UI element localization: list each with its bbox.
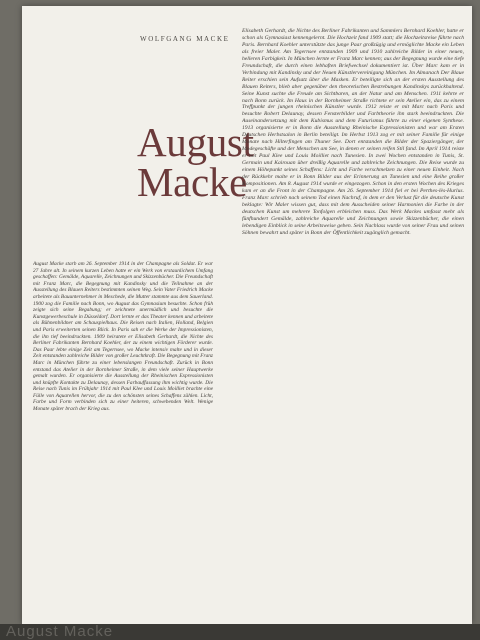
title-line-1: August bbox=[137, 119, 254, 165]
left-column-text: August Macke starb am 26. September 1914 in der Champagne als Soldat. Er war 27 Jahre alt. In seinem kurzen Leben hatte er ein Werk von erstaunlichem Umfang geschaffen: Gemälde, Aquarelle, Zeichnungen und Skizzenbücher. Die Freundschaft mit Franz Marc, die Begegnung mit Kandinsky und die Teilnahme an der Ausstellung des Blauen Reiters bestimmten seinen Weg. Sein Vater Friedrich Macke arbeitete als Bauunternehmer in Meschede, die Mutter stammte aus dem Sauerland. 1900 zog die Familie nach Bonn, wo August das Gymnasium besuchte. Schon früh zeigte sich seine Begabung; er zeichnete unermüdlich und besuchte die Kunstgewerbeschule in Düsseldorf. Dort lernte er das Theater kennen und arbeitete als Bühnenbildner am Schauspielhaus. Die Reisen nach Italien, Holland, Belgien und Paris erweiterten seinen Blick. In Paris sah er die Werke der Impressionisten, die ihn tief beeindruckten. 1909 heiratete er Elisabeth Gerhardt, die Nichte des Berliner Fabrikanten Bernhard Koehler, der zu einem wichtigen Förderer wurde. Das Paar lebte einige Zeit am Tegernsee, wo Macke intensiv malte und in dieser Zeit entstanden zahlreiche Bilder von großer Leuchtkraft. Die Begegnung mit Franz Marc in München führte zu einer lebenslangen Freundschaft. Zurück in Bonn entstand das Atelier in der Bornheimer Straße, in dem viele seiner Hauptwerke gemalt wurden. Er organisierte die Ausstellung der Rheinischen Expressionisten und knüpfte Kontakte zu Delaunay, dessen Farbauffassung ihm wichtig wurde. Die Reise nach Tunis im Frühjahr 1914 mit Paul Klee und Louis Moilliet brachte eine Fülle von Aquarellen hervor, die zu den schönsten seines Schaffens zählen. Licht, Farbe und Form verbinden sich zu einer heiteren, schwebenden Welt. Wenige Monate später brach der Krieg aus. bbox=[33, 261, 213, 413]
article-title bbox=[137, 119, 254, 205]
title-line-2: Macke bbox=[137, 159, 248, 205]
bottom-bleed-text: August Macke bbox=[6, 624, 114, 640]
left-text-column bbox=[33, 261, 213, 613]
running-head: WOLFGANG MACKE bbox=[140, 35, 230, 43]
right-column-text: Elisabeth Gerhardt, die Nichte des Berliner Fabrikanten und Sammlers Bernhard Koehler, hatte er schon als Gymnasiast kennengelernt. Die Hochzeit fand 1909 statt; die Hochzeitsreise führte nach Paris. Bernhard Koehler unterstützte das junge Paar großzügig und ermöglichte Macke ein Leben als freier Maler. Am Tegernsee entstanden 1909 und 1910 zahlreiche Bilder in einer neuen, helleren Farbigkeit. In München lernte er Franz Marc kennen; aus der Begegnung wurde eine tiefe Freundschaft, die durch einen lebhaften Briefwechsel dokumentiert ist. Über Marc kam er in Verbindung mit Kandinsky und der Neuen Künstlervereinigung München. Im Almanach Der Blaue Reiter erschien sein Aufsatz über die Masken. Er beteiligte sich an der ersten Ausstellung des Blauen Reiters, blieb aber gegenüber den theoretischen Bestrebungen Kandinskys zurückhaltend. Seine Kunst suchte die Freude am Sichtbaren, an der Natur und am Menschen. 1911 kehrte er nach Bonn zurück. Im Haus in der Bornheimer Straße richtete er sein Atelier ein, das zu einem Treffpunkt der jungen rheinischen Künstler wurde. 1912 reiste er mit Marc nach Paris und besuchte Robert Delaunay, dessen Fensterbilder und Farbtheorie ihn stark beeindruckten. Die Auseinandersetzung mit dem Kubismus und dem Futurismus führte zu einer eigenen Synthese. 1913 organisierte er in Bonn die Ausstellung Rheinische Expressionisten und war am Ersten Deutschen Herbstsalon in Berlin beteiligt. Im Herbst 1913 zog er mit seiner Familie für einige Monate nach Hilterfingen am Thuner See. Dort entstanden die Bilder der Spaziergänger, der Modegeschäfte und der Menschen am See, in denen er seinen reifen Stil fand. Im April 1914 reiste er mit Paul Klee und Louis Moilliet nach Tunesien. In zwei Wochen entstanden in Tunis, St. Germain und Kairouan über dreißig Aquarelle und zahlreiche Zeichnungen. Die Reise wurde zu einem Höhepunkt seines Schaffens: Licht und Farbe verschmelzen zu einer neuen Einheit. Nach der Rückkehr malte er in Bonn Bilder aus der Erinnerung an Tunesien und eine Reihe großer Kompositionen. Am 8. August 1914 wurde er eingezogen. Schon in den ersten Wochen des Krieges kam er an die Front in der Champagne. Am 26. September 1914 fiel er bei Perthes-lès-Hurlus. Franz Marc schrieb nach seinem Tod einen Nachruf, in dem er den Verlust für die deutsche Kunst beklagte: Wir Maler wissen gut, dass mit dem Ausscheiden seiner Harmonien die Farbe in der deutschen Kunst um mehrere Tonfolgen erbleichen muss. Das Werk Mackes umfasst mehr als fünfhundert Gemälde, zahlreiche Aquarelle und Zeichnungen sowie Skizzenbücher, die einen lebendigen Einblick in seine Arbeitsweise geben. Sein Nachlass wurde von seiner Frau und seinen Söhnen bewahrt und später in Bonn der Öffentlichkeit zugänglich gemacht. bbox=[242, 28, 464, 236]
right-text-column bbox=[242, 28, 464, 613]
document-page bbox=[22, 6, 472, 624]
